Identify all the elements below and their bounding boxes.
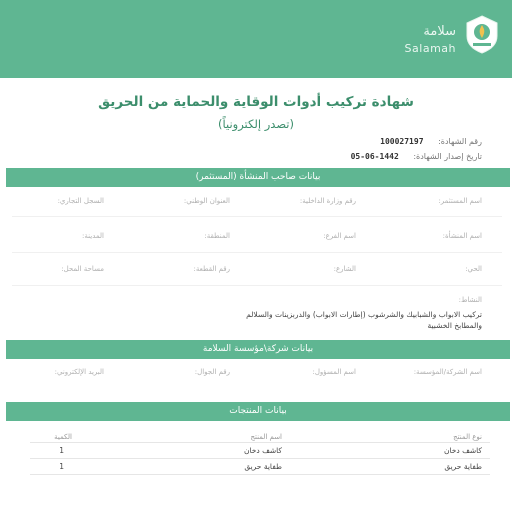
divider bbox=[12, 216, 502, 217]
brand-name-ar: سلامة bbox=[423, 24, 456, 39]
company-section-header: بيانات شركة\مؤسسة السلامة bbox=[6, 340, 510, 359]
row1-type: كاشف دخان bbox=[443, 446, 482, 455]
certificate-number: 100027197 bbox=[380, 137, 424, 146]
divider bbox=[12, 285, 502, 286]
company-name-label: اسم الشركة/المؤسسة: bbox=[413, 368, 482, 376]
district-label: الحي: bbox=[465, 265, 482, 273]
table-divider bbox=[30, 442, 490, 443]
branch-name-label: اسم الفرع: bbox=[323, 232, 356, 240]
header-band bbox=[0, 0, 512, 78]
row2-qty: 1 bbox=[59, 462, 64, 471]
investor-name-label: اسم المستثمر: bbox=[438, 197, 482, 205]
shop-area-label: مساحة المحل: bbox=[61, 265, 104, 273]
table-divider bbox=[30, 474, 490, 475]
certificate-title: شهادة تركيب أدوات الوقاية والحماية من الحريق bbox=[98, 94, 414, 110]
region-label: المنطقة: bbox=[204, 232, 230, 240]
row1-qty: 1 bbox=[59, 446, 64, 455]
emblem-icon bbox=[464, 14, 500, 54]
col-product-name: اسم المنتج bbox=[250, 433, 282, 441]
street-label: الشارع: bbox=[333, 265, 356, 273]
responsible-name-label: اسم المسؤول: bbox=[312, 368, 356, 376]
certificate-number-row bbox=[380, 137, 482, 146]
activity-label: النشاط: bbox=[458, 296, 482, 304]
brand-logo bbox=[380, 10, 500, 65]
table-divider bbox=[30, 458, 490, 459]
row2-type: طفاية حريق bbox=[444, 462, 482, 471]
city-label: المدينة: bbox=[82, 232, 104, 240]
mobile-number-label: رقم الجوال: bbox=[194, 368, 230, 376]
col-quantity: الكمية bbox=[54, 433, 72, 441]
products-section-header: بيانات المنتجات bbox=[6, 402, 510, 421]
commercial-register-label: السجل التجاري: bbox=[57, 197, 104, 205]
row2-name: طفاية حريق bbox=[244, 462, 282, 471]
brand-name-en: Salamah bbox=[404, 42, 456, 55]
row1-name: كاشف دخان bbox=[243, 446, 282, 455]
certificate-number-label: رقم الشهادة: bbox=[438, 137, 482, 146]
certificate-date-row bbox=[351, 152, 482, 161]
moi-number-label: رقم وزارة الداخلية: bbox=[299, 197, 356, 205]
national-address-label: العنوان الوطني: bbox=[183, 197, 230, 205]
divider bbox=[12, 252, 502, 253]
owner-section-header: بيانات صاحب المنشأة (المستثمر) bbox=[6, 168, 510, 187]
plot-number-label: رقم القطعة: bbox=[193, 265, 230, 273]
certificate-date-label: تاريخ إصدار الشهادة: bbox=[413, 152, 482, 161]
email-label: البريد الإلكتروني: bbox=[54, 368, 104, 376]
col-product-type: نوع المنتج bbox=[453, 433, 482, 441]
activity-value: تركيب الابواب والشبابيك والشرشوب (إطارات الابواب) والدربزينات والسلالم والمطابخ الخشبية bbox=[246, 310, 482, 330]
certificate-subtitle: (تصدر إلكترونياً) bbox=[218, 117, 294, 131]
certificate-date: 1442-06-05 bbox=[350, 152, 399, 161]
facility-name-label: اسم المنشأة: bbox=[442, 232, 482, 240]
